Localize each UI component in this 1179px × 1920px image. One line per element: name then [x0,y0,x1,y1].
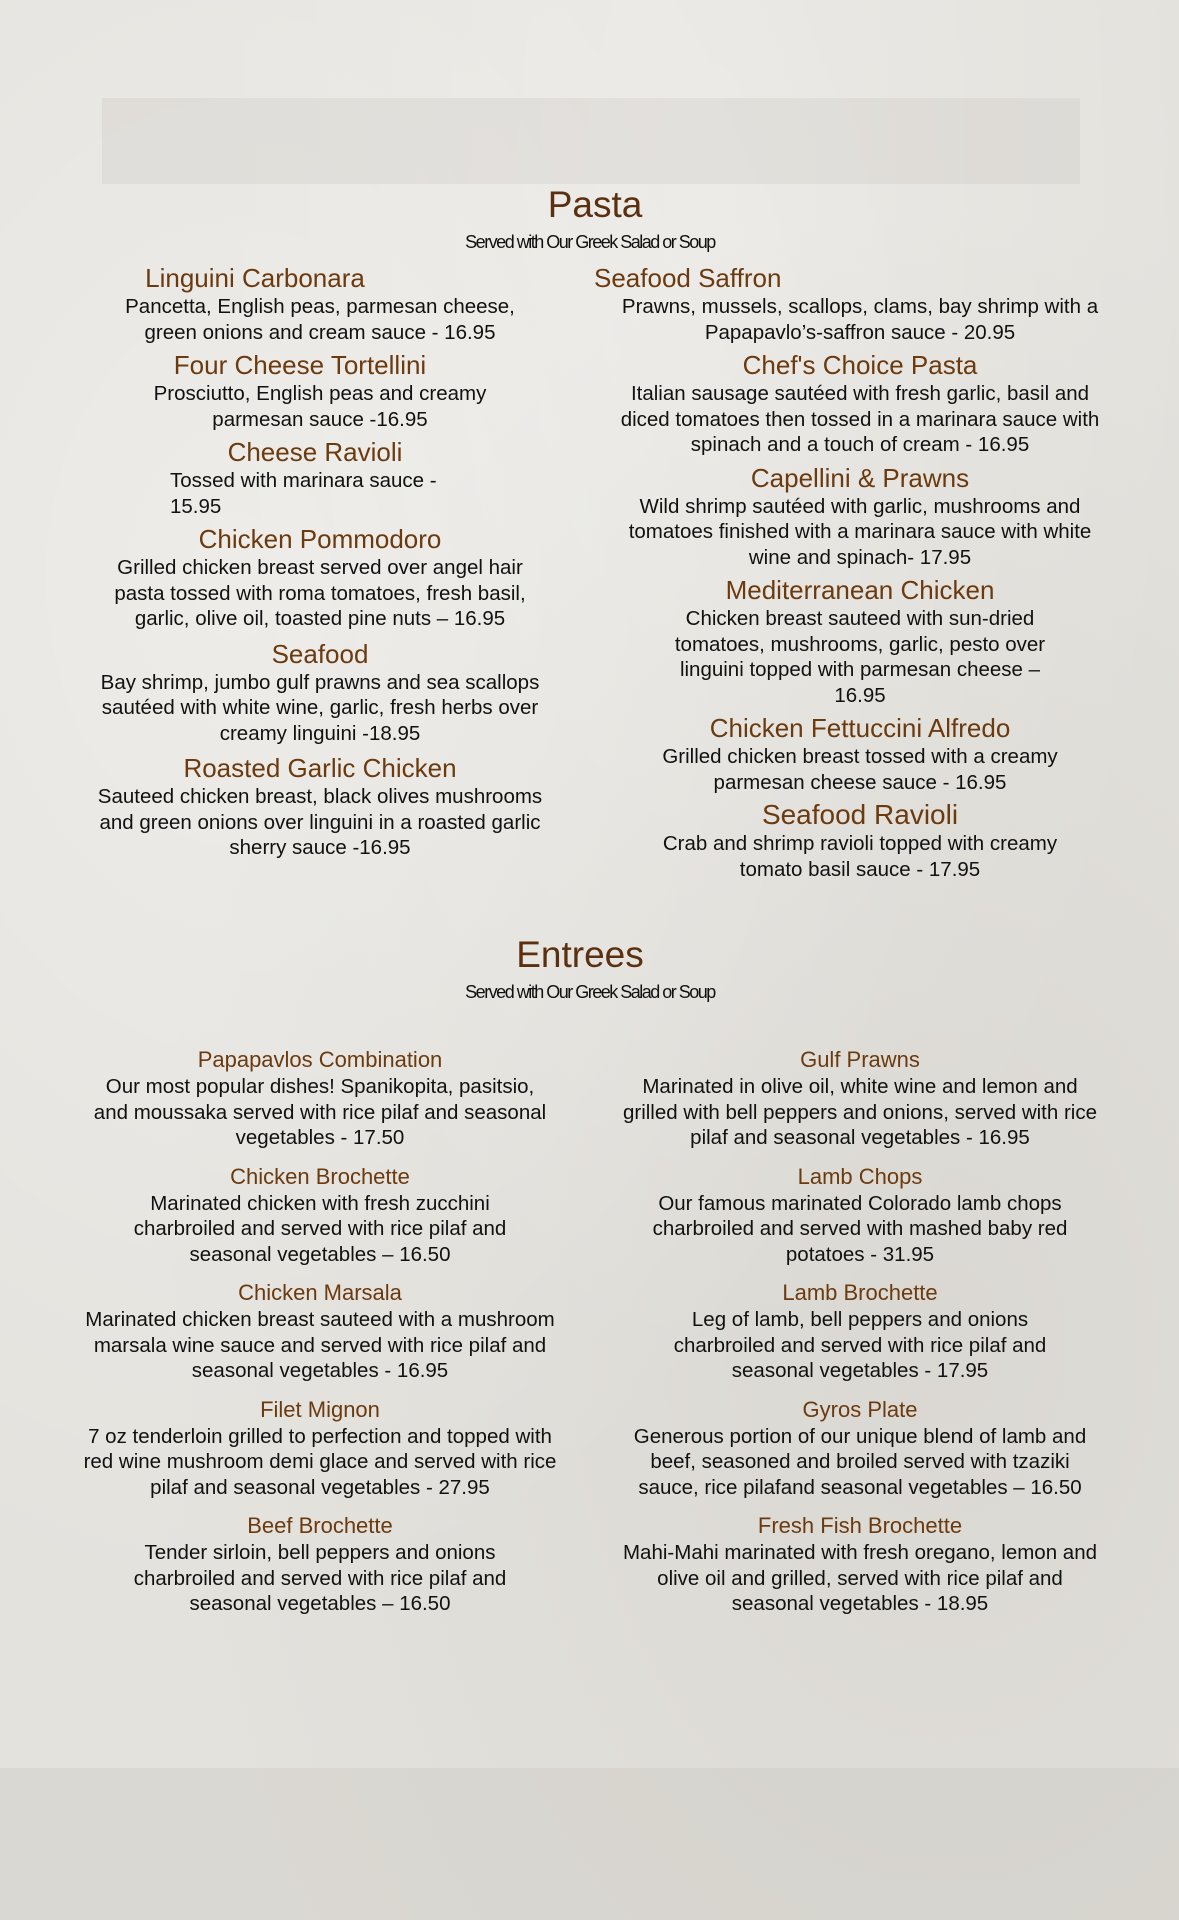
item-desc: Pancetta, English peas, parmesan cheese, green onions and cream sauce - 16.95 [125,295,515,344]
item-desc: Marinated chicken breast sauteed with a mushroom marsala wine sauce and served with rice pilaf and seasonal vegetables - 16.95 [85,1308,555,1382]
item-desc: 7 oz tenderloin grilled to perfection and topped with red wine mushroom demi glace and served with rice pilaf and seasonal vegetables - 27.95 [83,1424,557,1499]
entrees-subtitle: Served with Our Greek Salad or Soup [465,982,715,1002]
item-desc: Tossed with marinara sauce - 15.95 [170,469,437,518]
menu-item [600,349,1120,458]
item-name: Gyros Plate [802,1396,918,1422]
menu-item [80,523,560,632]
item-desc: Bay shrimp, jumbo gulf prawns and sea scallops sautéed with white wine, garlic, fresh herbs over creamy linguini -18.95 [100,670,540,745]
item-name: Mediterranean Chicken [725,575,995,605]
item-desc: Chicken breast sauteed with sun-dried tomatoes, mushrooms, garlic, pesto over linguini topped with parmesan cheese – 16.95 [674,607,1046,707]
item-name: Chef's Choice Pasta [742,350,978,380]
item-name: Lamb Chops [797,1163,923,1189]
menu-item [80,1046,560,1151]
pasta-right-column [594,262,1120,886]
menu-item [600,574,1120,708]
item-desc: Marinated chicken with fresh zucchini charbroiled and served with rice pilaf and seasonal vegetables – 16.50 [133,1191,507,1266]
menu-item [600,1163,1120,1268]
item-desc: Leg of lamb, bell peppers and onions charbroiled and served with rice pilaf and seasonal vegetables - 17.95 [673,1308,1047,1382]
menu-item [80,1512,560,1617]
item-name: Gulf Prawns [800,1047,920,1072]
entrees-title: Entrees [516,934,644,975]
item-name: Linguini Carbonara [145,263,365,293]
menu-item [80,262,560,345]
item-name: Chicken Pommodoro [198,524,442,554]
item-name: Seafood Saffron [594,263,782,293]
item-desc: Crab and shrimp ravioli topped with creamy tomato basil sauce - 17.95 [662,832,1058,881]
item-name: Capellini & Prawns [750,462,970,493]
item-name: Cheese Ravioli [227,437,403,467]
menu-item [600,1396,1120,1501]
item-desc: Marinated in olive oil, white wine and lemon and grilled with bell peppers and onions, served with rice pilaf and seasonal vegetables - 16.95 [622,1075,1098,1149]
footer-band [0,1768,1179,1920]
item-name: Lamb Brochette [782,1280,938,1305]
menu-item [80,1396,560,1501]
menu-item [80,752,560,861]
pasta-subtitle: Served with Our Greek Salad or Soup [465,232,715,252]
menu-item [80,638,560,747]
item-desc: Tender sirloin, bell peppers and onions charbroiled and served with rice pilaf and seasonal vegetables – 16.50 [133,1541,507,1615]
item-desc: Sauteed chicken breast, black olives mushrooms and green onions over linguini in a roasted garlic sherry sauce -16.95 [97,785,543,859]
item-desc: Mahi-Mahi marinated with fresh oregano, lemon and olive oil and grilled, served with rice pilaf and seasonal vegetables - 18.95 [622,1541,1098,1615]
item-name: Seafood [271,638,369,669]
menu-item [600,1279,1120,1384]
item-name: Filet Mignon [260,1396,380,1422]
item-name: Chicken Brochette [230,1163,410,1189]
item-desc: Generous portion of our unique blend of lamb and beef, seasoned and broiled served with tzaziki sauce, rice pilafand seasonal vegetables – 16.50 [633,1424,1087,1499]
menu-item [80,349,560,432]
item-desc: Italian sausage sautéed with fresh garlic, basil and diced tomatoes then tossed in a marinara sauce with spinach and a touch of cream - 16.95 [620,382,1100,456]
item-name: Seafood Ravioli [761,799,959,830]
menu-item [600,1046,1120,1151]
menu-item [600,1512,1120,1617]
menu-item [80,1279,560,1384]
item-desc: Grilled chicken breast tossed with a creamy parmesan cheese sauce - 16.95 [662,745,1058,794]
item-name: Roasted Garlic Chicken [183,753,457,783]
menu-item [80,436,560,519]
entrees-left-column [80,1046,560,1629]
item-name: Fresh Fish Brochette [757,1513,963,1538]
pasta-left-column [80,262,560,865]
header-band [102,98,1080,184]
item-name: Chicken Marsala [238,1280,402,1305]
menu-item [600,712,1120,795]
item-name: Papapavlos Combination [197,1047,443,1072]
menu-item [600,462,1120,571]
item-desc: Wild shrimp sautéed with garlic, mushrooms and tomatoes finished with a marinara sauce with white wine and spinach- 17.95 [628,494,1092,569]
menu-item [594,262,1120,345]
menu-item [600,799,1120,882]
item-desc: Prosciutto, English peas and creamy parmesan sauce -16.95 [153,382,487,431]
item-desc: Grilled chicken breast served over angel hair pasta tossed with roma tomatoes, fresh basil, garlic, olive oil, toasted pine nuts – 16.95 [114,556,526,630]
item-name: Chicken Fettuccini Alfredo [709,713,1011,743]
menu-item [80,1163,560,1268]
item-desc: Prawns, mussels, scallops, clams, bay shrimp with a Papapavlo’s-saffron sauce - 20.95 [621,295,1099,344]
entrees-right-column [600,1046,1120,1629]
item-name: Beef Brochette [247,1513,393,1538]
item-name: Four Cheese Tortellini [173,350,427,380]
item-desc: Our most popular dishes! Spanikopita, pasitsio, and moussaka served with rice pilaf and seasonal vegetables - 17.50 [93,1075,547,1149]
item-desc: Our famous marinated Colorado lamb chops charbroiled and served with mashed baby red potatoes - 31.95 [652,1191,1068,1266]
pasta-title: Pasta [547,184,643,225]
